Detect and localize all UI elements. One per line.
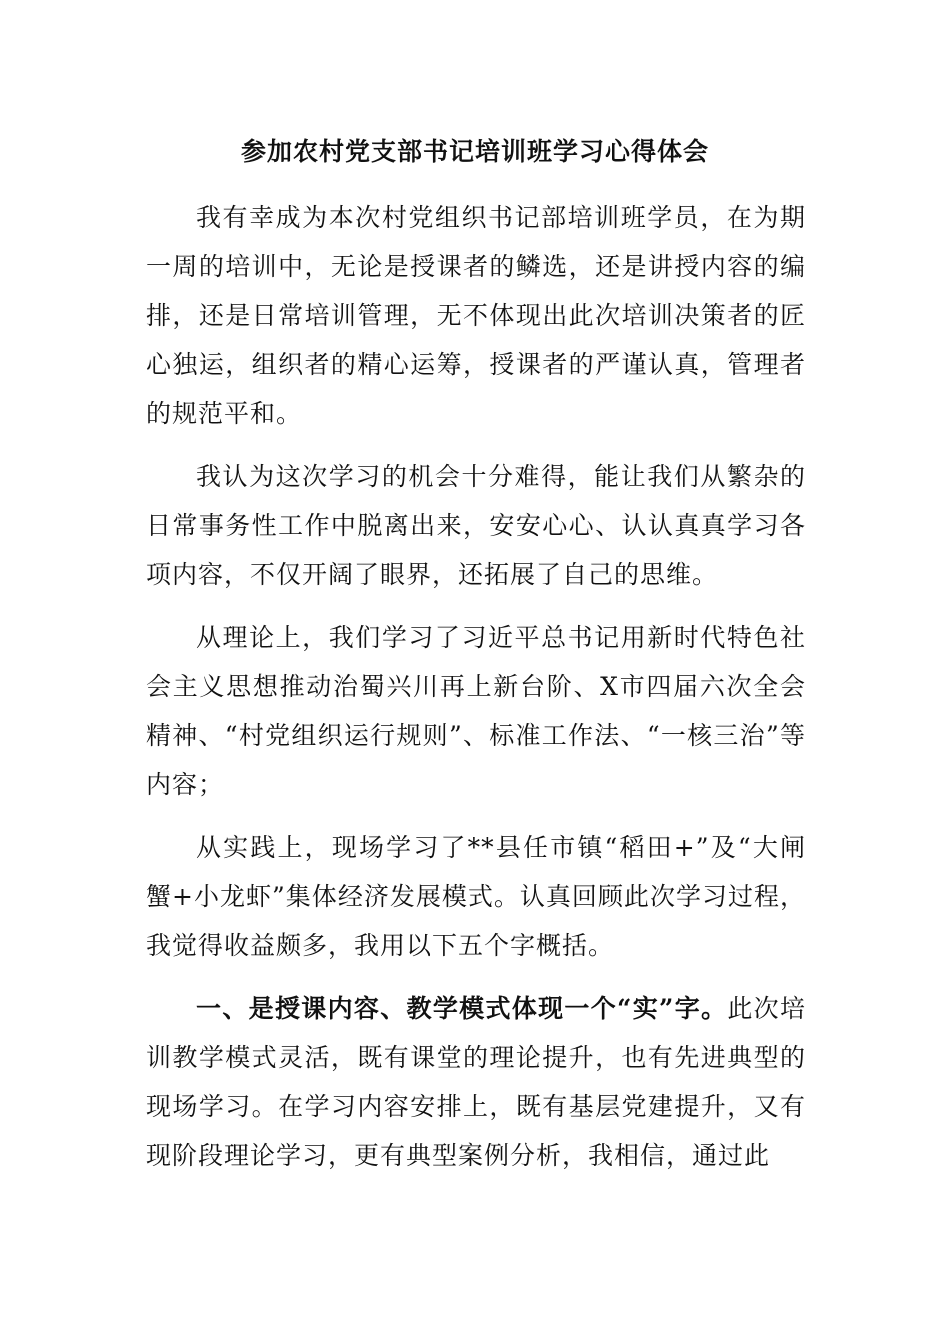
- paragraph-theory: 从理论上，我们学习了习近平总书记用新时代特色社会主义思想推动治蜀兴川再上新台阶、X市四届六次全会精神、“村党组织运行规则”、标准工作法、“一核三治”等内容；: [146, 623, 806, 799]
- paragraph-section-one: [146, 984, 806, 1180]
- document-body: [146, 193, 806, 1194]
- document-title: 参加农村党支部书记培训班学习心得体会: [240, 137, 709, 166]
- paragraph-opportunity: 我认为这次学习的机会十分难得，能让我们从繁杂的日常事务性工作中脱离出来，安安心心、认认真真学习各项内容，不仅开阔了眼界，还拓展了自己的思维。: [146, 462, 806, 589]
- paragraph-practice: 从实践上，现场学习了**县任市镇“稻田+”及“大闸蟹+小龙虾”集体经济发展模式。认真回顾此次学习过程，我觉得收益颇多，我用以下五个字概括。: [146, 833, 806, 960]
- section-one-heading: 一、是授课内容、教学模式体现一个“实”字。: [196, 994, 728, 1023]
- section-one-body: 此次培训教学模式灵活，既有课堂的理论提升，也有先进典型的现场学习。在学习内容安排上，既有基层党建提升，又有现阶段理论学习，更有典型案例分析，我相信，通过此: [146, 994, 806, 1170]
- paragraph-intro: 我有幸成为本次村党组织书记部培训班学员，在为期一周的培训中，无论是授课者的鳞选，还是讲授内容的编排，还是日常培训管理，无不体现出此次培训决策者的匠心独运，组织者的精心运筹，授课者的严谨认真，管理者的规范平和。: [146, 203, 806, 428]
